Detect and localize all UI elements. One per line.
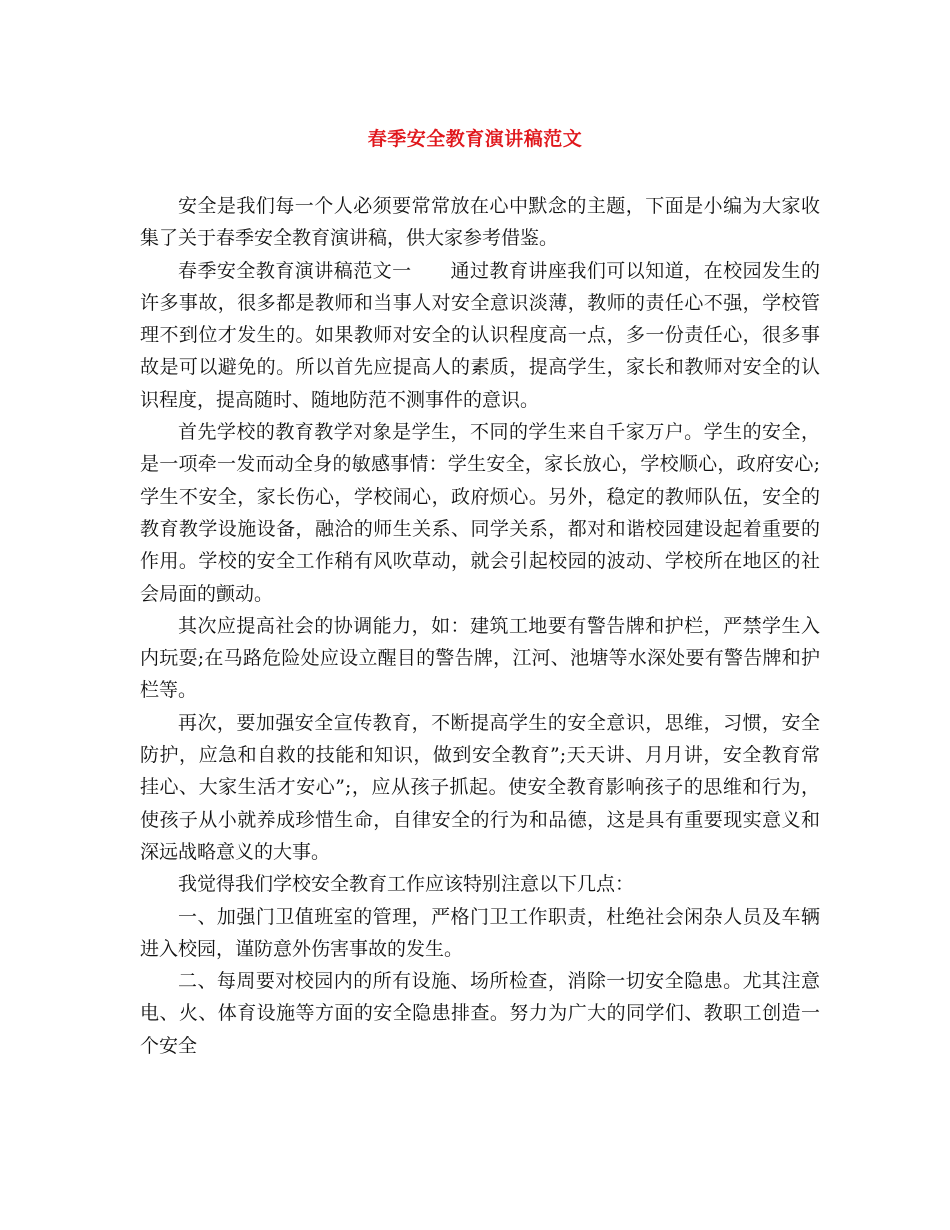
paragraph-4: 再次，要加强安全宣传教育，不断提高学生的安全意识，思维，习惯，安全防护，应急和自救的技能和知识，做到安全教育”;天天讲、月月讲，安全教育常挂心、大家生活才安心”;，应从孩子抓起。使安全教育影响孩子的思维和行为，使孩子从小就养成珍惜生命，自律安全的行为和品德，这是具有重要现实意义和深远战略意义的大事。 [140,711,820,863]
document-title: 春季安全教育演讲稿范文 [367,128,583,150]
paragraph-1: 春季安全教育演讲稿范文一 通过教育讲座我们可以知道，在校园发生的许多事故，很多都是教师和当事人对安全意识淡薄，教师的责任心不强，学校管理不到位才发生的。如果教师对安全的认识程度高一点，多一份责任心，很多事故是可以避免的。所以首先应提高人的素质，提高学生，家长和教师对安全的认识程度，提高随时、随地防范不测事件的意识。 [140,259,820,411]
paragraph-6: 一、加强门卫值班室的管理，严格门卫工作职责，杜绝社会闲杂人员及车辆进入校园，谨防意外伤害事故的发生。 [140,905,820,960]
paragraph-5: 我觉得我们学校安全教育工作应该特别注意以下几点： [178,873,635,896]
paragraph-7: 二、每周要对校园内的所有设施、场所检查，消除一切安全隐患。尤其注意电、火、体育设施等方面的安全隐患排查。努力为广大的同学们、教职工创造一个安全 [140,970,820,1057]
document-body [140,190,820,1062]
paragraph-intro: 安全是我们每一个人必须要常常放在心中默念的主题，下面是小编为大家收集了关于春季安全教育演讲稿，供大家参考借鉴。 [140,195,820,250]
paragraph-2: 首先学校的教育教学对象是学生，不同的学生来自千家万户。学生的安全，是一项牵一发而动全身的敏感事情：学生安全，家长放心，学校顺心，政府安心;学生不安全，家长伤心，学校闹心，政府烦心。另外，稳定的教师队伍，安全的教育教学设施设备，融洽的师生关系、同学关系，都对和谐校园建设起着重要的作用。学校的安全工作稍有风吹草动，就会引起校园的波动、学校所在地区的社会局面的颤动。 [140,421,820,605]
paragraph-3: 其次应提高社会的协调能力，如：建筑工地要有警告牌和护栏，严禁学生入内玩耍;在马路危险处应设立醒目的警告牌，江河、池塘等水深处要有警告牌和护栏等。 [140,614,820,702]
